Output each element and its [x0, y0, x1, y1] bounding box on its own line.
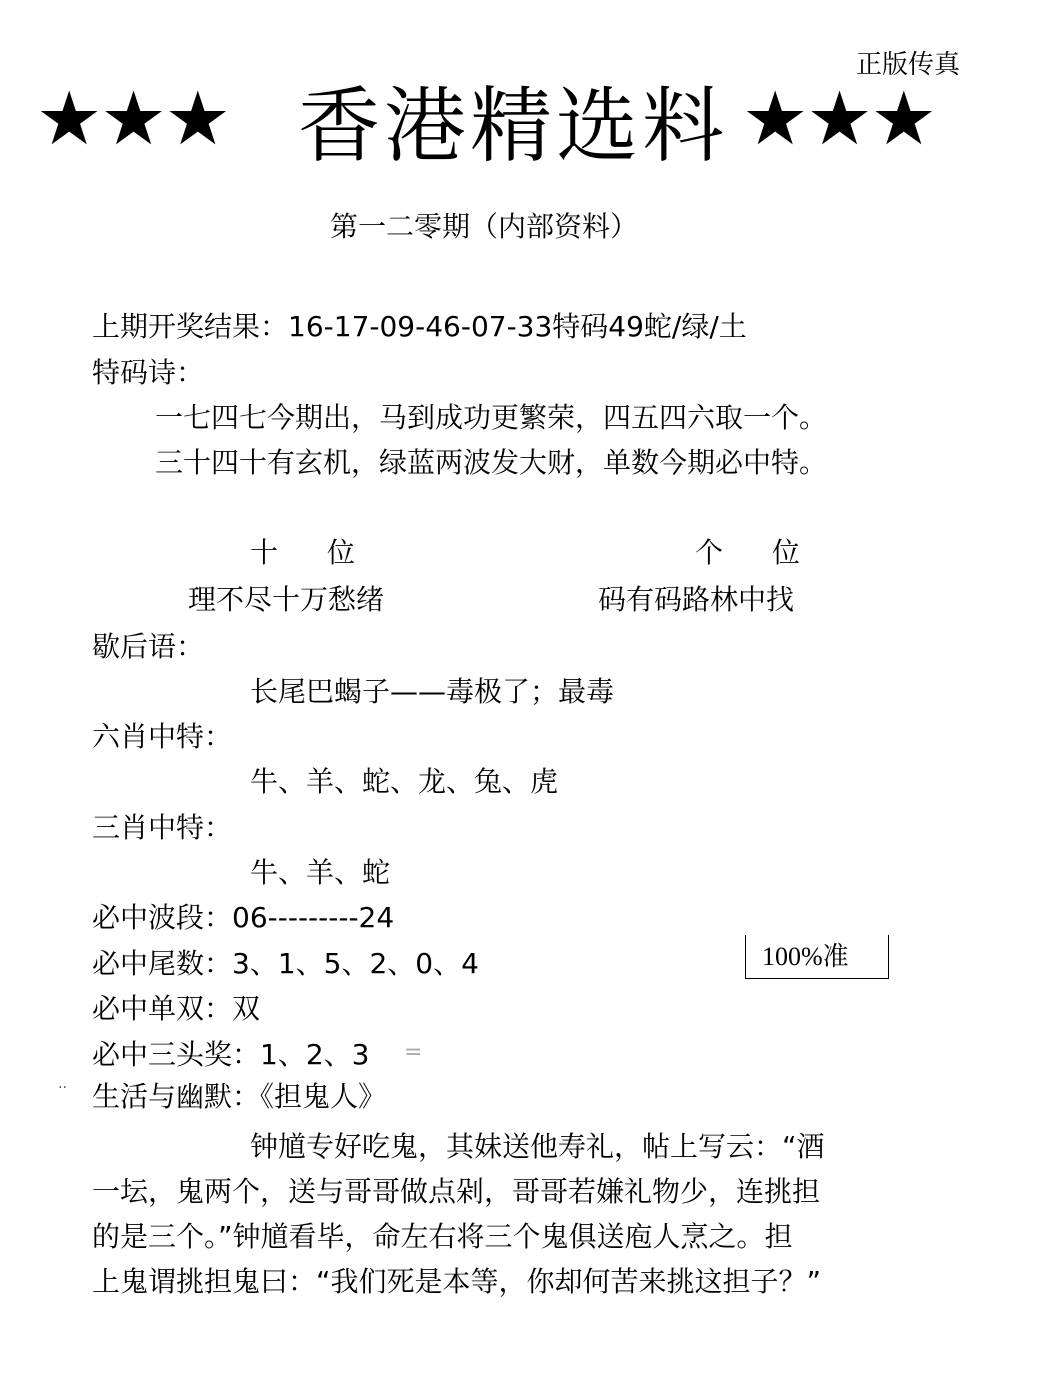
xiehouyu-value: 长尾巴蝎子——毒极了；最毒	[250, 675, 615, 708]
xiehouyu-label: 歇后语：	[92, 630, 205, 663]
six-zodiac-value: 牛、羊、蛇、龙、兔、虎	[250, 765, 559, 798]
humor-label: 生活与幽默：《担鬼人》	[92, 1080, 387, 1113]
tens-heading: 十 位	[250, 536, 355, 569]
tens-hint: 理不尽十万愁绪	[188, 583, 385, 616]
story-line-2: 一坛，鬼两个，送与哥哥做点剁，哥哥若嫌礼物少，连挑担	[92, 1175, 821, 1208]
odd-even-pick: 必中单双：双	[92, 992, 261, 1025]
six-zodiac-label: 六肖中特：	[92, 720, 233, 753]
wave-pick: 必中波段：06---------24	[92, 901, 395, 934]
poem-label: 特码诗：	[92, 356, 205, 389]
stars-left-icon: ★★★	[36, 76, 230, 162]
accuracy-badge: 100%准	[745, 935, 889, 979]
three-zodiac-value: 牛、羊、蛇	[250, 856, 391, 889]
scan-artifact-mark: =	[404, 1040, 423, 1065]
last-result-label: 上期开奖结果：	[92, 310, 289, 343]
stars-right-icon: ★★★	[742, 76, 936, 162]
scan-artifact-dots: ··	[58, 1080, 67, 1096]
three-zodiac-label: 三肖中特：	[92, 811, 233, 844]
last-result	[92, 310, 747, 344]
last-result-value: 16-17-09-46-07-33特码49蛇/绿/土	[288, 310, 747, 343]
ones-heading: 个 位	[695, 536, 800, 569]
page-title: 香港精选料	[298, 79, 729, 174]
issue-subtitle: 第一二零期（内部资料）	[330, 210, 639, 243]
tail-pick: 必中尾数：3、1、5、2、0、4	[92, 947, 479, 980]
story-line-3: 的是三个。”钟馗看毕，命左右将三个鬼俱送庖人烹之。担	[92, 1220, 793, 1253]
poem-line-1: 一七四七今期出，马到成功更繁荣，四五四六取一个。	[155, 401, 828, 434]
story-line-1: 钟馗专好吃鬼，其妹送他寿礼，帖上写云：“酒	[250, 1130, 825, 1163]
fax-label: 正版传真	[856, 50, 961, 80]
story-line-4: 上鬼谓挑担鬼曰：“我们死是本等，你却何苦来挑这担子？”	[92, 1265, 822, 1298]
head3-pick: 必中三头奖：1、2、3	[92, 1038, 370, 1071]
poem-line-2: 三十四十有玄机，绿蓝两波发大财，单数今期必中特。	[155, 446, 828, 479]
ones-hint: 码有码路林中找	[598, 583, 795, 616]
humor-story	[92, 1124, 914, 1304]
